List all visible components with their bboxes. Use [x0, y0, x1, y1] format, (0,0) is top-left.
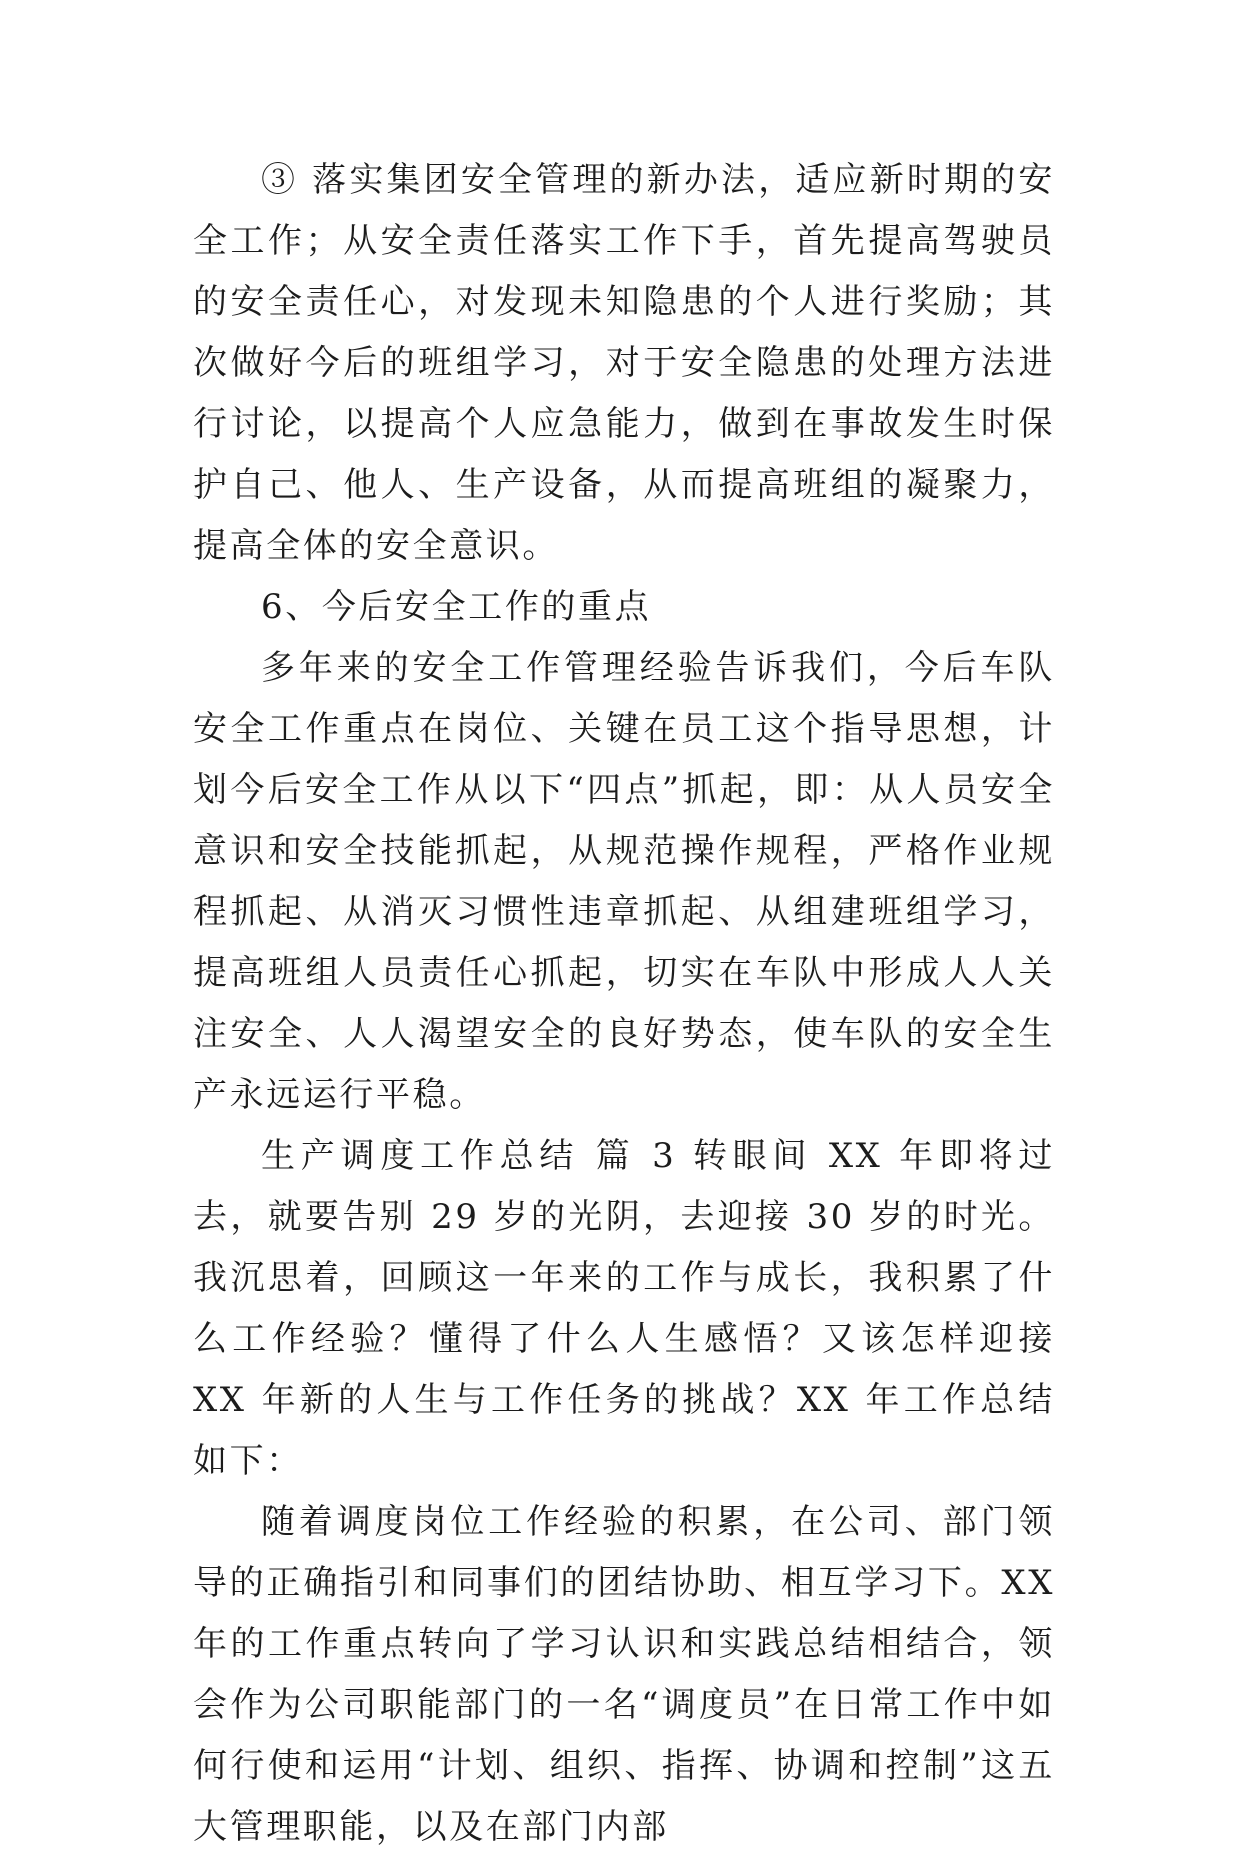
paragraph-safety-focus: 多年来的安全工作管理经验告诉我们，今后车队安全工作重点在岗位、关键在员工这个指导思想，计划今后安全工作从以下“四点”抓起，即：从人员安全意识和安全技能抓起，从规范操作规程，严格作业规程抓起、从消灭习惯性违章抓起、从组建班组学习，提高班组人员责任心抓起，切实在车队中形成人人关注安全、人人渴望安全的良好势态，使车队的安全生产永远运行平稳。	[193, 648, 1055, 1115]
paragraph-summary-intro: 生产调度工作总结 篇 3 转眼间 XX 年即将过去，就要告别 29 岁的光阴，去迎接 30 岁的时光。我沉思着，回顾这一年来的工作与成长，我积累了什么工作经验？懂得了什么人生感悟？又该怎样迎接 XX 年新的人生与工作任务的挑战？XX 年工作总结如下：	[193, 1136, 1055, 1481]
document-body	[193, 150, 1055, 1858]
paragraph-safety-measures: ③ 落实集团安全管理的新办法，适应新时期的安全工作；从安全责任落实工作下手，首先提高驾驶员的安全责任心，对发现未知隐患的个人进行奖励；其次做好今后的班组学习，对于安全隐患的处理方法进行讨论，以提高个人应急能力，做到在事故发生时保护自己、他人、生产设备，从而提高班组的凝聚力，提高全体的安全意识。	[193, 160, 1055, 566]
section-heading: 6、今后安全工作的重点	[261, 587, 652, 627]
paragraph-work-summary: 随着调度岗位工作经验的积累，在公司、部门领导的正确指引和同事们的团结协助、相互学习下。XX 年的工作重点转向了学习认识和实践总结相结合，领会作为公司职能部门的一名“调度员”在日常工作中如何行使和运用“计划、组织、指挥、协调和控制”这五大管理职能，以及在部门内部	[193, 1502, 1055, 1847]
